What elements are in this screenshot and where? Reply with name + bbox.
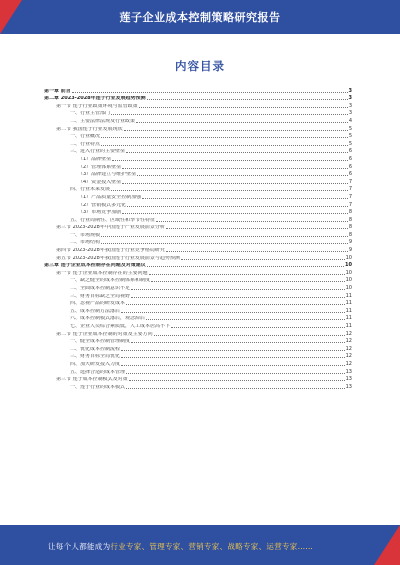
toc-entry-title: 第二节 莲子企业成本控制的对策及主要方向 <box>56 331 153 337</box>
toc-entry-title: 五、行业周期性、区域性和季节性特征 <box>70 217 156 223</box>
toc-leader-dots <box>166 227 348 229</box>
toc-entry-title: 三、财务目标全局优化 <box>70 354 121 360</box>
toc-leader-dots <box>156 220 348 222</box>
toc-entry[interactable] <box>44 208 352 216</box>
toc-leader-dots <box>131 288 345 290</box>
toc-entry-page: 11 <box>345 300 352 307</box>
toc-entry-page: 6 <box>348 171 352 178</box>
toc-entry[interactable] <box>44 109 352 117</box>
toc-leader-dots <box>147 98 348 100</box>
toc-heading: 内容目录 <box>175 59 225 73</box>
toc-entry-title: 五、成本控制方法落后 <box>70 308 121 314</box>
toc-entry-page: 7 <box>348 178 352 185</box>
toc-entry-page: 12 <box>345 338 352 345</box>
page-footer <box>0 525 400 565</box>
toc-entry-title: 第四节 2023-2028年我国莲子行业竞争格局研究 <box>56 248 165 254</box>
toc-entry-page: 5 <box>348 125 352 132</box>
toc-entry-title: 七、企业人员综合素质低，人工成本居高不下 <box>70 324 171 329</box>
toc-entry-page: 3 <box>348 87 352 94</box>
toc-leader-dots <box>181 258 345 260</box>
toc-entry[interactable] <box>44 230 352 238</box>
toc-leader-dots <box>122 212 348 214</box>
toc-entry-page: 11 <box>345 307 352 314</box>
toc-entry[interactable] <box>44 352 352 360</box>
toc-entry-page: 11 <box>345 292 352 299</box>
toc-entry[interactable] <box>44 162 352 170</box>
toc-entry-title: 四、行业未来发展 <box>70 187 111 193</box>
toc-leader-dots <box>137 174 348 176</box>
toc-entry-page: 3 <box>348 110 352 117</box>
toc-entry-title: 四、忽视产品的研发成本 <box>70 301 126 307</box>
toc-leader-dots <box>101 136 348 138</box>
toc-entry-title: （2）营销模式多元化 <box>78 202 127 208</box>
toc-entry-page: 7 <box>348 201 352 208</box>
toc-entry[interactable] <box>44 86 352 94</box>
toc-entry-page: 10 <box>345 269 352 276</box>
toc-entry-title: 一、缺乏健全的成本控制体系和制度 <box>70 278 151 284</box>
toc-entry-page: 10 <box>345 254 352 261</box>
toc-entry[interactable] <box>44 139 352 147</box>
toc-entry-page: 3 <box>348 102 352 109</box>
toc-entry[interactable] <box>44 321 352 329</box>
toc-entry[interactable] <box>44 245 352 253</box>
toc-entry-title: 六、成本控制模式落后，观念滞后 <box>70 316 146 322</box>
toc-entry-page: 12 <box>345 360 352 367</box>
toc-entry[interactable] <box>44 291 352 299</box>
toc-entry-title: 第二节 我国莲子行业发展现状 <box>56 126 123 132</box>
toc-entry[interactable] <box>44 306 352 314</box>
footer-slogan-lead: 让每个人都能成为 <box>48 542 111 551</box>
toc-entry-page: 8 <box>348 209 352 216</box>
toc-entry[interactable] <box>44 359 352 367</box>
toc-leader-dots <box>122 167 348 169</box>
toc-leader-dots <box>112 159 348 161</box>
toc-entry[interactable] <box>44 200 352 208</box>
toc-entry-title: 一、莲子行业的成本模式 <box>70 384 126 390</box>
table-of-contents <box>44 86 352 390</box>
toc-entry-page: 7 <box>348 186 352 193</box>
toc-entry-title: 二、优化成本控制流程 <box>70 346 121 352</box>
toc-entry-title: （4）资金投入壁垒 <box>78 179 122 185</box>
toc-entry-title: 二、主要法律法规及行业政策 <box>70 118 136 124</box>
toc-entry-page: 8 <box>348 216 352 223</box>
toc-leader-dots <box>121 364 345 366</box>
toc-leader-dots <box>131 296 345 298</box>
document-title: 莲子企业成本控制策略研究报告 <box>119 11 281 24</box>
toc-leader-dots <box>72 91 348 93</box>
toc-entry-title: 五、选择合适的成本管理 <box>70 369 126 375</box>
toc-entry[interactable] <box>44 314 352 322</box>
toc-entry[interactable] <box>44 367 352 375</box>
toc-leader-dots <box>111 113 348 115</box>
toc-leader-dots <box>139 106 348 108</box>
toc-leader-dots <box>122 182 348 184</box>
toc-leader-dots <box>166 250 348 252</box>
toc-leader-dots <box>136 121 348 123</box>
toc-entry-title: （3）品牌建立与维护壁垒 <box>78 172 137 178</box>
toc-entry-title: 四、加大研发投入力度 <box>70 361 121 367</box>
toc-entry-title: 第一节 莲子行业政策环境与监管政策 <box>56 103 138 109</box>
footer-accent <box>374 525 400 565</box>
toc-entry[interactable] <box>44 170 352 178</box>
footer-slogan <box>48 541 313 552</box>
toc-leader-dots <box>121 311 345 313</box>
toc-entry-page: 11 <box>345 323 352 329</box>
toc-entry-page: 12 <box>345 330 352 337</box>
toc-entry-title: 二、全面成本控制意识不足 <box>70 286 131 292</box>
toc-leader-dots <box>101 235 348 237</box>
toc-leader-dots <box>101 242 348 244</box>
toc-entry-page: 10 <box>345 285 352 292</box>
toc-leader-dots <box>111 189 348 191</box>
toc-leader-dots <box>127 205 348 207</box>
toc-entry-page: 10 <box>345 277 352 284</box>
toc-entry-title: （2）管理体系壁垒 <box>78 164 122 170</box>
footer-slogan-highlight: 行业专家、管理专家、营销专家、战略专家、运营专家…… <box>110 542 314 551</box>
toc-entry-page: 6 <box>348 163 352 170</box>
toc-entry[interactable] <box>44 223 352 231</box>
toc-leader-dots <box>121 356 345 358</box>
toc-entry-title: （1）产品质量安全控制加强 <box>78 194 142 200</box>
toc-entry-title: 第三节 2023-2028年中国莲子产业发展前景分析 <box>56 225 165 231</box>
toc-entry-title: 第三章 莲子企业成本控制存在问题及对策建议 <box>44 263 146 269</box>
toc-entry-page: 13 <box>345 383 352 390</box>
toc-leader-dots <box>126 303 345 305</box>
toc-entry[interactable] <box>44 299 352 307</box>
toc-entry-title: 一、行业概况 <box>70 134 101 140</box>
toc-entry-page: 10 <box>345 262 352 269</box>
toc-entry-page: 13 <box>345 368 352 375</box>
toc-entry[interactable] <box>44 337 352 345</box>
toc-entry-page: 12 <box>345 345 352 352</box>
toc-entry-page: 8 <box>348 231 352 238</box>
toc-entry[interactable] <box>44 185 352 193</box>
toc-entry[interactable] <box>44 132 352 140</box>
toc-leader-dots <box>142 197 348 199</box>
toc-entry[interactable] <box>44 253 352 261</box>
toc-entry-page: 7 <box>348 193 352 200</box>
toc-entry[interactable] <box>44 283 352 291</box>
toc-leader-dots <box>124 129 348 131</box>
toc-entry[interactable] <box>44 154 352 162</box>
toc-entry-title: 第二章 2023-2028年莲子行业发展趋势预测 <box>44 96 146 102</box>
toc-entry[interactable] <box>44 329 352 337</box>
toc-leader-dots <box>154 334 345 336</box>
toc-entry[interactable] <box>44 238 352 246</box>
toc-leader-dots <box>129 379 345 381</box>
toc-entry-title: 一、健全成本控制管理制度 <box>70 339 131 345</box>
toc-entry-page: 11 <box>345 315 352 322</box>
toc-leader-dots <box>126 387 345 389</box>
toc-leader-dots <box>146 318 345 320</box>
toc-entry-page: 6 <box>348 148 352 155</box>
toc-leader-dots <box>126 151 348 153</box>
toc-entry[interactable] <box>44 101 352 109</box>
toc-leader-dots <box>101 144 348 146</box>
toc-entry-title: 一、行业主管部门 <box>70 111 111 117</box>
toc-entry[interactable] <box>44 94 352 102</box>
toc-entry-page: 5 <box>348 133 352 140</box>
toc-entry-page: 8 <box>348 224 352 231</box>
toc-entry-page: 6 <box>348 155 352 162</box>
toc-leader-dots <box>131 341 345 343</box>
toc-leader-dots <box>126 372 345 374</box>
toc-entry[interactable] <box>44 382 352 390</box>
toc-entry-page: 3 <box>348 95 352 102</box>
toc-entry-title: 第一章 前言 <box>44 88 71 94</box>
toc-entry[interactable] <box>44 375 352 383</box>
toc-entry-title: 三、进入行业的主要壁垒 <box>70 149 126 155</box>
page-header <box>0 0 400 34</box>
toc-leader-dots <box>149 273 345 275</box>
toc-entry-title: （1）品牌壁垒 <box>78 156 112 162</box>
toc-entry-page: 13 <box>345 376 352 383</box>
toc-entry[interactable] <box>44 116 352 124</box>
toc-leader-dots <box>151 280 345 282</box>
toc-entry-title: （3）市场竞争加剧 <box>78 210 122 216</box>
toc-entry[interactable] <box>44 261 352 269</box>
toc-entry[interactable] <box>44 268 352 276</box>
toc-leader-dots <box>121 349 345 351</box>
toc-entry-title: 三、财务目标缺乏全局视野 <box>70 293 131 299</box>
toc-entry-title: 第一节 莲子企业成本控制存在的主要问题 <box>56 270 148 276</box>
toc-leader-dots <box>147 265 344 267</box>
toc-entry[interactable] <box>44 177 352 185</box>
toc-entry-page: 5 <box>348 140 352 147</box>
toc-entry-page: 12 <box>345 353 352 360</box>
toc-entry[interactable] <box>44 276 352 284</box>
toc-entry-title: 第五节 2023-2028年我国莲子行业发展前景与趋势预测 <box>56 255 180 261</box>
toc-entry[interactable] <box>44 124 352 132</box>
toc-leader-dots <box>171 326 345 328</box>
toc-entry-title: 二、市场结构 <box>70 240 101 246</box>
toc-entry-title: 一、市场规模 <box>70 232 101 238</box>
toc-entry-page: 4 <box>348 117 352 124</box>
toc-entry[interactable] <box>44 192 352 200</box>
toc-entry[interactable] <box>44 344 352 352</box>
toc-entry-page: 9 <box>348 239 352 246</box>
toc-entry-page: 9 <box>348 247 352 254</box>
toc-entry-title: 第三节 莲子成本控制模式及对策 <box>56 377 128 383</box>
toc-entry[interactable] <box>44 147 352 155</box>
toc-entry[interactable] <box>44 215 352 223</box>
toc-entry-title: 二、行业特点 <box>70 141 101 147</box>
